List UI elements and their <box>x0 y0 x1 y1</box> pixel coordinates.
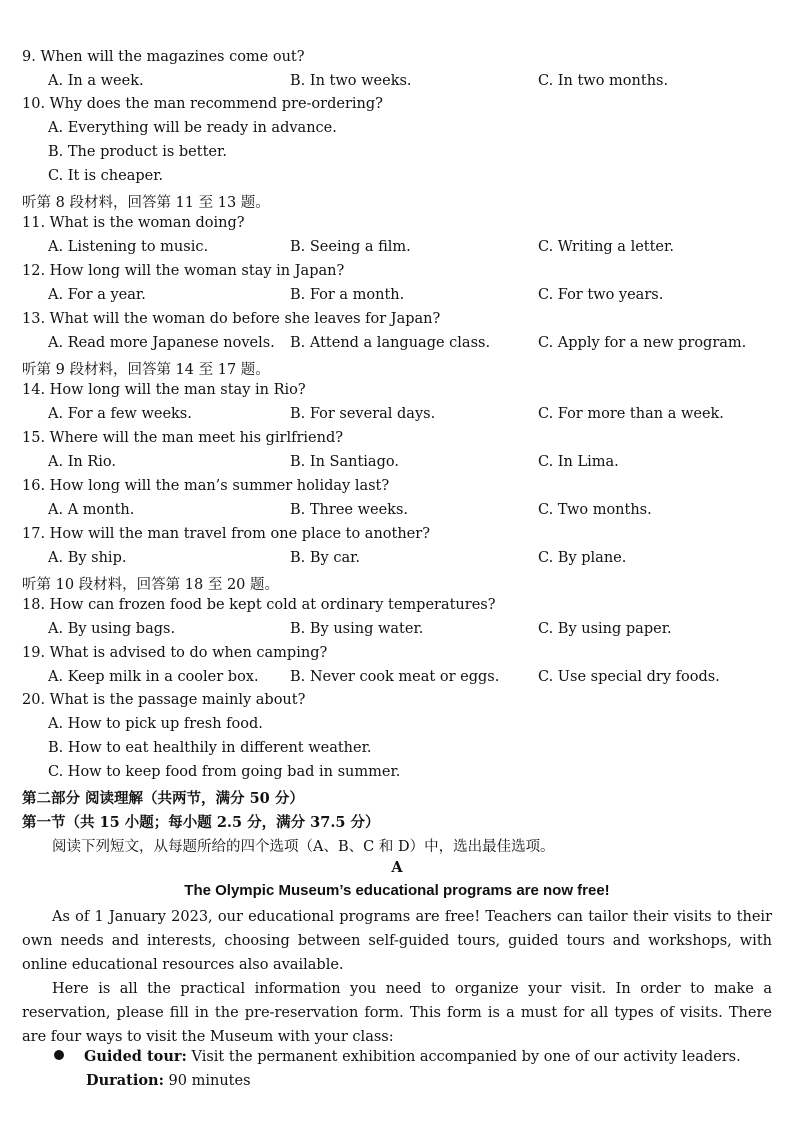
passage-letter: A <box>391 859 403 876</box>
question-10-option-a: A. Everything will be ready in advance. <box>48 120 337 136</box>
question-20-option-a: A. How to pick up fresh food. <box>48 716 263 732</box>
question-19-option-a: A. Keep milk in a cooler box. <box>48 669 259 685</box>
part-2-heading: 第二部分 阅读理解（共两节，满分 50 分） <box>22 790 304 807</box>
question-20-option-b: B. How to eat healthily in different weather. <box>48 740 372 756</box>
question-18-option-a: A. By using bags. <box>48 621 176 637</box>
question-11-option-c: C. Writing a letter. <box>538 239 674 255</box>
question-13-option-a: A. Read more Japanese novels. <box>48 335 275 351</box>
question-9-option-c: C. In two months. <box>538 73 669 89</box>
question-11-stem: 11. What is the woman doing? <box>22 215 245 231</box>
question-18-option-b: B. By using water. <box>290 621 424 637</box>
question-17-option-a: A. By ship. <box>48 550 127 566</box>
section-1-heading: 第一节（共 15 小题；每小题 2.5 分，满分 37.5 分） <box>22 814 380 831</box>
question-16-option-a: A. A month. <box>48 502 135 518</box>
question-12-option-c: C. For two years. <box>538 287 664 303</box>
question-13-stem: 13. What will the woman do before she leaves for Japan? <box>22 311 441 327</box>
question-14-stem: 14. How long will the man stay in Rio? <box>22 382 306 398</box>
question-12-option-a: A. For a year. <box>48 287 146 303</box>
question-11-option-a: A. Listening to music. <box>48 239 209 255</box>
question-9-option-b: B. In two weeks. <box>290 73 412 89</box>
question-20-stem: 20. What is the passage mainly about? <box>22 692 306 708</box>
passage-paragraph-2: Here is all the practical information you need to organize your visit. In order to make a reservation, please fill in the pre-reservation form. This form is a must for all types of visits. There are four ways to visit the Museum with your class: <box>22 981 772 1045</box>
question-19-option-b: B. Never cook meat or eggs. <box>290 669 500 685</box>
segment-9-heading: 听第 9 段材料，回答第 14 至 17 题。 <box>22 362 270 378</box>
question-13-option-c: C. Apply for a new program. <box>538 335 747 351</box>
question-9-stem: 9. When will the magazines come out? <box>22 49 305 65</box>
question-16-option-b: B. Three weeks. <box>290 502 408 518</box>
question-18-option-c: C. By using paper. <box>538 621 672 637</box>
question-15-stem: 15. Where will the man meet his girlfriend? <box>22 430 344 446</box>
segment-10-heading: 听第 10 段材料，回答第 18 至 20 题。 <box>22 577 280 593</box>
passage-title: The Olympic Museum’s educational programs are now free! <box>184 882 610 899</box>
question-10-option-c: C. It is cheaper. <box>48 168 164 184</box>
question-15-option-b: B. In Santiago. <box>290 454 399 470</box>
question-17-option-c: C. By plane. <box>538 550 627 566</box>
question-14-option-b: B. For several days. <box>290 406 436 422</box>
question-19-stem: 19. What is advised to do when camping? <box>22 645 328 661</box>
question-13-option-b: B. Attend a language class. <box>290 335 491 351</box>
question-14-option-a: A. For a few weeks. <box>48 406 192 422</box>
duration-row <box>86 1072 251 1089</box>
question-11-option-b: B. Seeing a film. <box>290 239 411 255</box>
bullet-guided-tour <box>54 1048 741 1065</box>
question-16-stem: 16. How long will the man’s summer holiday last? <box>22 478 390 494</box>
bullet-dot-icon <box>54 1050 64 1060</box>
question-10-option-b: B. The product is better. <box>48 144 227 160</box>
passage-paragraph-1: As of 1 January 2023, our educational programs are free! Teachers can tailor their visits to their own needs and interests, choosing between self-guided tours, guided tours and workshops, with online educational resources also available. <box>22 909 772 973</box>
question-16-option-c: C. Two months. <box>538 502 652 518</box>
question-10-stem: 10. Why does the man recommend pre-ordering? <box>22 96 383 112</box>
question-14-option-c: C. For more than a week. <box>538 406 724 422</box>
question-9-option-a: A. In a week. <box>48 73 144 89</box>
question-19-option-c: C. Use special dry foods. <box>538 669 720 685</box>
question-18-stem: 18. How can frozen food be kept cold at ordinary temperatures? <box>22 597 496 613</box>
duration-text: 90 minutes <box>163 1073 251 1089</box>
reading-instruction: 阅读下列短文，从每题所给的四个选项（A、B、C 和 D）中，选出最佳选项。 <box>52 839 555 855</box>
guided-tour-label: Guided tour: <box>84 1048 187 1065</box>
question-15-option-a: A. In Rio. <box>48 454 117 470</box>
guided-tour-text: Visit the permanent exhibition accompanied by one of our activity leaders. <box>186 1049 741 1065</box>
question-20-option-c: C. How to keep food from going bad in summer. <box>48 764 401 780</box>
question-15-option-c: C. In Lima. <box>538 454 619 470</box>
segment-8-heading: 听第 8 段材料，回答第 11 至 13 题。 <box>22 195 270 211</box>
question-17-stem: 17. How will the man travel from one place to another? <box>22 526 430 542</box>
duration-label: Duration: <box>86 1072 164 1089</box>
question-17-option-b: B. By car. <box>290 550 361 566</box>
question-12-stem: 12. How long will the woman stay in Japan? <box>22 263 345 279</box>
question-12-option-b: B. For a month. <box>290 287 405 303</box>
